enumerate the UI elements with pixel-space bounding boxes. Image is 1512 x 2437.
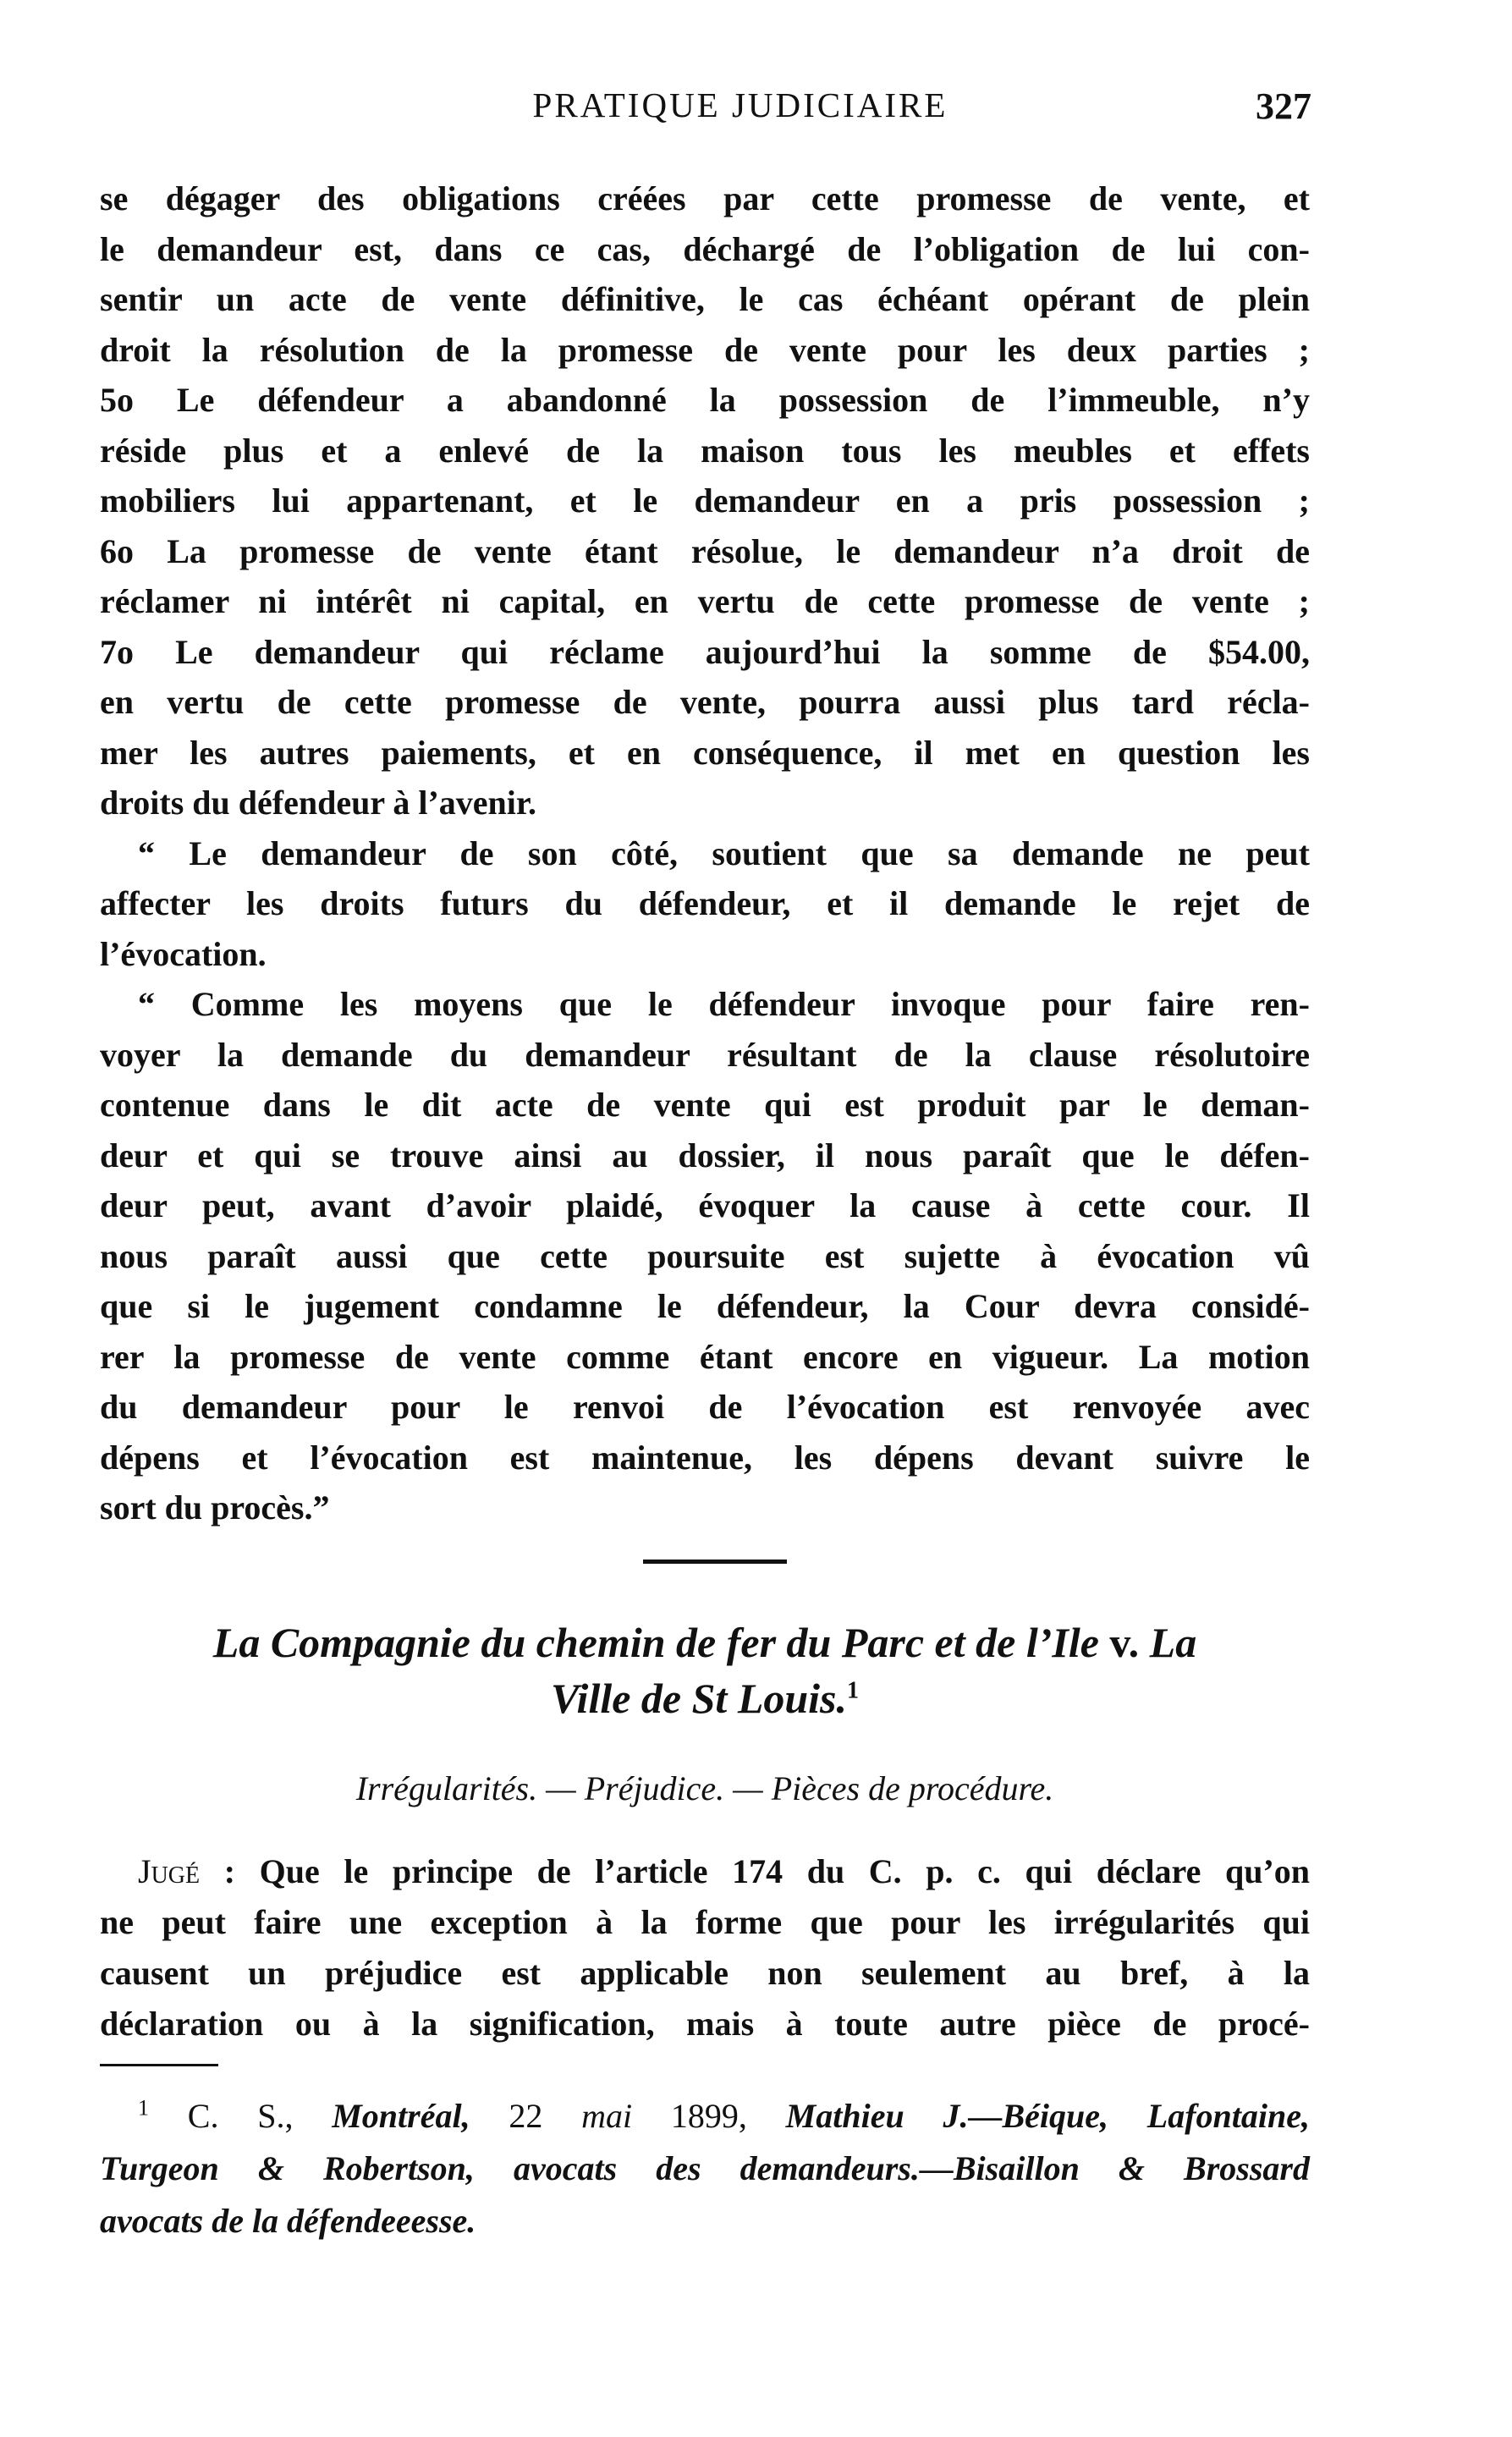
footnote-line [100, 2090, 1310, 2143]
case-keywords: Irrégularités. — Préjudice. — Pièces de procédure. [355, 1769, 1054, 1807]
body-line: sort du procès.” [100, 1488, 330, 1527]
body-line: voyer la demande du demandeur résultant de la clause résolutoire [100, 1035, 1310, 1074]
body-line: dépens et l’évocation est maintenue, les dépens devant suivre le [100, 1438, 1310, 1477]
body-line: du demandeur pour le renvoi de l’évocation est renvoyée avec [100, 1388, 1310, 1426]
case-title-la: La [1149, 1619, 1197, 1666]
footnote-marker: 1 [138, 2095, 149, 2121]
footnote-city: Montréal, [332, 2097, 470, 2135]
case-title-versus: v. [1109, 1619, 1140, 1666]
footnote [100, 2090, 1310, 2247]
judgment-line: déclaration ou à la signification, mais à toute autre pièce de procé- [100, 2005, 1310, 2043]
case-title-plaintiff: La Compagnie du chemin de fer du Parc et de l’Ile [212, 1619, 1099, 1666]
running-head [102, 85, 1311, 135]
footnote-ref: 1 [847, 1677, 860, 1704]
footnote-judge-counsel: Mathieu J.—Béique, Lafontaine, [785, 2097, 1310, 2135]
body-line: 6o La promesse de vente étant résolue, le demandeur n’a droit de [100, 531, 1310, 570]
body-line: réside plus et a enlevé de la maison tous les meubles et effets [100, 431, 1310, 470]
body-line: “ Le demandeur de son côté, soutient que sa demande ne peut [138, 833, 1310, 872]
section-divider [643, 1560, 787, 1564]
case-title-line-1 [100, 1615, 1310, 1670]
body-line: deur et qui se trouve ainsi au dossier, il nous paraît que le défen- [100, 1136, 1310, 1174]
footnote-line: Turgeon & Robertson, avocats des demandeurs.—Bisaillon & Brossard [100, 2149, 1310, 2187]
body-line: que si le jugement condamne le défendeur, la Cour devra considé- [100, 1287, 1310, 1325]
body-line: le demandeur est, dans ce cas, déchargé de l’obligation de lui con- [100, 229, 1310, 268]
footnote-month: mai [581, 2097, 633, 2135]
body-line: l’évocation. [100, 934, 267, 973]
body-line: droits du défendeur à l’avenir. [100, 784, 536, 822]
body-line: “ Comme les moyens que le défendeur invoque pour faire ren- [138, 985, 1310, 1023]
body-line: sentir un acte de vente définitive, le cas échéant opérant de plein [100, 280, 1310, 318]
case-title-line-2 [100, 1670, 1310, 1726]
footnote-year: 1899, [670, 2097, 747, 2135]
judgment-line: ne peut faire une exception à la forme que pour les irrégularités qui [100, 1903, 1310, 1941]
case-title [100, 1615, 1310, 1726]
body-line: mer les autres paiements, et en conséquence, il met en question les [100, 733, 1310, 772]
footnote-line: avocats de la défendeeesse. [100, 2202, 476, 2240]
running-title: PRATIQUE JUDICIAIRE [532, 85, 948, 124]
body-line: rer la promesse de vente comme étant encore en vigueur. La motion [100, 1337, 1310, 1376]
body-line: affecter les droits futurs du défendeur, et il demande le rejet de [100, 884, 1310, 922]
body-line: se dégager des obligations créées par cette promesse de vente, et [100, 179, 1310, 217]
page-number: 327 [1256, 85, 1311, 127]
body-line: droit la résolution de la promesse de vente pour les deux parties ; [100, 330, 1310, 369]
case-title-defendant: Ville de St Louis. [550, 1675, 848, 1722]
body-line: contenue dans le dit acte de vente qui est produit par le deman- [100, 1086, 1310, 1124]
body-line: réclamer ni intérêt ni capital, en vertu de cette promesse de vente ; [100, 582, 1310, 620]
body-text [100, 173, 1310, 1533]
body-line: nous paraît aussi que cette poursuite est sujette à évocation vû [100, 1236, 1310, 1275]
footnote-day: 22 [509, 2097, 543, 2135]
judgment-text: : Que le principe de l’article 174 du C. p. c. qui déclare qu’on [223, 1852, 1311, 1890]
footnote-divider [100, 2064, 218, 2066]
body-line: 7o Le demandeur qui réclame aujourd’hui la somme de $54.00, [100, 632, 1310, 671]
body-line: deur peut, avant d’avoir plaidé, évoquer la cause à cette cour. Il [100, 1186, 1310, 1224]
body-line: en vertu de cette promesse de vente, pourra aussi plus tard récla- [100, 683, 1310, 721]
body-line: mobiliers lui appartenant, et le demandeur en a pris possession ; [100, 481, 1310, 520]
judgment-label: Jugé [138, 1852, 201, 1890]
judgment-line: causent un préjudice est applicable non seulement au bref, à la [100, 1954, 1310, 1992]
judgment-line [100, 1846, 1310, 1897]
footnote-court: C. S., [187, 2097, 294, 2135]
judgment [100, 1846, 1310, 2049]
body-line: 5o Le défendeur a abandonné la possession de l’immeuble, n’y [100, 381, 1310, 419]
